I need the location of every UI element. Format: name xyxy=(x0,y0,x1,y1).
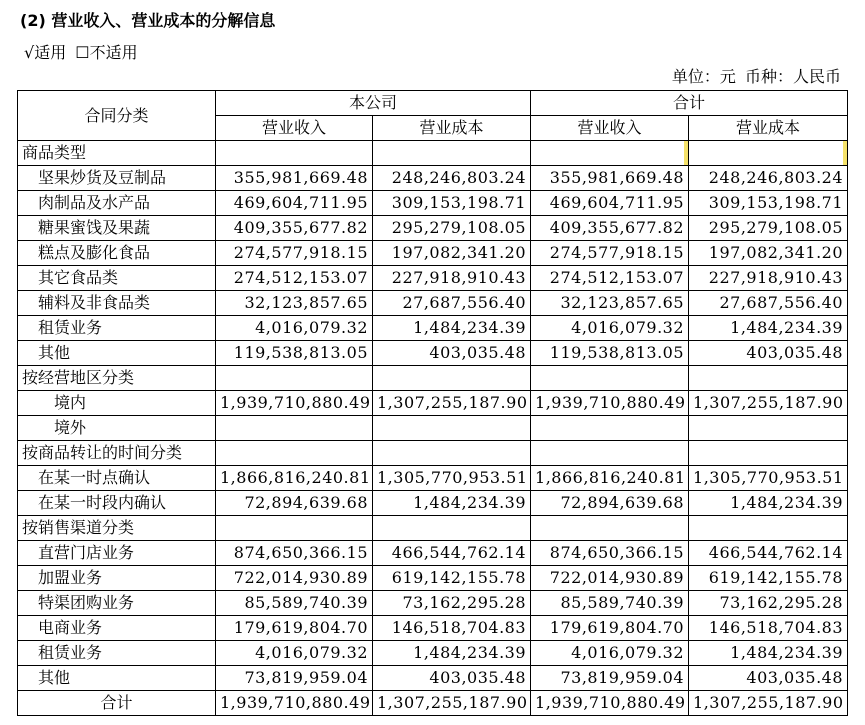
value-cell: 1,939,710,880.49 xyxy=(216,691,373,716)
value-cell: 72,894,639.68 xyxy=(216,491,373,516)
value-cell: 469,604,711.95 xyxy=(531,191,689,216)
value-cell: 197,082,341.20 xyxy=(689,241,848,266)
value-cell: 72,894,639.68 xyxy=(531,491,689,516)
value-cell xyxy=(373,516,531,541)
row-label: 其他 xyxy=(18,666,216,691)
value-cell: 1,307,255,187.90 xyxy=(373,391,531,416)
value-cell: 403,035.48 xyxy=(373,666,531,691)
value-cell: 85,589,740.39 xyxy=(531,591,689,616)
value-cell: 4,016,079.32 xyxy=(216,641,373,666)
value-cell: 274,577,918.15 xyxy=(531,241,689,266)
value-cell: 27,687,556.40 xyxy=(689,291,848,316)
revenue-cost-table xyxy=(17,90,848,716)
value-cell: 1,484,234.39 xyxy=(689,316,848,341)
value-cell: 619,142,155.78 xyxy=(373,566,531,591)
table-row xyxy=(18,566,848,591)
value-cell: 274,512,153.07 xyxy=(531,266,689,291)
table-row xyxy=(18,241,848,266)
row-label: 商品类型 xyxy=(18,141,216,166)
row-label: 按商品转让的时间分类 xyxy=(18,441,216,466)
value-cell: 4,016,079.32 xyxy=(531,641,689,666)
row-label: 按经营地区分类 xyxy=(18,366,216,391)
row-label: 在某一时点确认 xyxy=(18,466,216,491)
value-cell: 227,918,910.43 xyxy=(689,266,848,291)
value-cell: 295,279,108.05 xyxy=(373,216,531,241)
value-cell xyxy=(531,416,689,441)
value-cell: 32,123,857.65 xyxy=(531,291,689,316)
total-row xyxy=(18,691,848,716)
value-cell: 179,619,804.70 xyxy=(531,616,689,641)
value-cell xyxy=(689,441,848,466)
row-label: 坚果炒货及豆制品 xyxy=(18,166,216,191)
value-cell: 1,939,710,880.49 xyxy=(531,391,689,416)
row-label: 加盟业务 xyxy=(18,566,216,591)
value-cell: 309,153,198.71 xyxy=(689,191,848,216)
value-cell: 1,305,770,953.51 xyxy=(373,466,531,491)
value-cell xyxy=(216,416,373,441)
table-row xyxy=(18,416,848,441)
table-row xyxy=(18,316,848,341)
value-cell: 295,279,108.05 xyxy=(689,216,848,241)
value-cell: 1,484,234.39 xyxy=(373,316,531,341)
value-cell: 274,577,918.15 xyxy=(216,241,373,266)
table-row xyxy=(18,166,848,191)
value-cell: 1,305,770,953.51 xyxy=(689,466,848,491)
value-cell: 146,518,704.83 xyxy=(689,616,848,641)
table-row xyxy=(18,216,848,241)
value-cell xyxy=(531,141,689,166)
unit-line xyxy=(668,64,841,87)
value-cell xyxy=(216,516,373,541)
value-cell: 309,153,198.71 xyxy=(373,191,531,216)
header-company: 本公司 xyxy=(216,91,531,116)
value-cell: 248,246,803.24 xyxy=(689,166,848,191)
value-cell xyxy=(689,366,848,391)
category-row xyxy=(18,141,848,166)
value-cell: 119,538,813.05 xyxy=(531,341,689,366)
value-cell: 619,142,155.78 xyxy=(689,566,848,591)
currency-label: 币种：人民币 xyxy=(744,67,841,86)
row-label: 直营门店业务 xyxy=(18,541,216,566)
header-company-cost: 营业成本 xyxy=(373,116,531,141)
row-label: 按销售渠道分类 xyxy=(18,516,216,541)
value-cell: 409,355,677.82 xyxy=(531,216,689,241)
value-cell xyxy=(373,141,531,166)
value-cell: 874,650,366.15 xyxy=(216,541,373,566)
value-cell: 73,162,295.28 xyxy=(373,591,531,616)
value-cell: 466,544,762.14 xyxy=(689,541,848,566)
table-row xyxy=(18,466,848,491)
table-row xyxy=(18,391,848,416)
value-cell: 409,355,677.82 xyxy=(216,216,373,241)
value-cell: 85,589,740.39 xyxy=(216,591,373,616)
value-cell: 32,123,857.65 xyxy=(216,291,373,316)
value-cell: 1,484,234.39 xyxy=(373,491,531,516)
row-label: 辅料及非食品类 xyxy=(18,291,216,316)
value-cell xyxy=(216,441,373,466)
value-cell: 119,538,813.05 xyxy=(216,341,373,366)
value-cell: 73,819,959.04 xyxy=(216,666,373,691)
value-cell: 4,016,079.32 xyxy=(216,316,373,341)
value-cell: 4,016,079.32 xyxy=(531,316,689,341)
value-cell: 1,307,255,187.90 xyxy=(373,691,531,716)
table-row xyxy=(18,666,848,691)
value-cell: 73,162,295.28 xyxy=(689,591,848,616)
table-row xyxy=(18,641,848,666)
value-cell: 466,544,762.14 xyxy=(373,541,531,566)
row-label: 电商业务 xyxy=(18,616,216,641)
value-cell: 1,307,255,187.90 xyxy=(689,391,848,416)
row-label: 境外 xyxy=(18,416,216,441)
value-cell: 27,687,556.40 xyxy=(373,291,531,316)
table-row xyxy=(18,341,848,366)
value-cell: 722,014,930.89 xyxy=(531,566,689,591)
value-cell: 248,246,803.24 xyxy=(373,166,531,191)
table-row xyxy=(18,291,848,316)
header-company-revenue: 营业收入 xyxy=(216,116,373,141)
table-row xyxy=(18,616,848,641)
value-cell: 403,035.48 xyxy=(689,341,848,366)
row-label: 租赁业务 xyxy=(18,641,216,666)
header-contract-classification: 合同分类 xyxy=(18,91,216,141)
value-cell xyxy=(531,366,689,391)
section-heading: (2) 营业收入、营业成本的分解信息 xyxy=(20,11,276,30)
value-cell: 355,981,669.48 xyxy=(216,166,373,191)
value-cell: 355,981,669.48 xyxy=(531,166,689,191)
row-label: 其它食品类 xyxy=(18,266,216,291)
value-cell: 1,866,816,240.81 xyxy=(216,466,373,491)
value-cell: 146,518,704.83 xyxy=(373,616,531,641)
table-row xyxy=(18,191,848,216)
value-cell xyxy=(216,366,373,391)
applicability-options xyxy=(24,40,142,63)
category-row xyxy=(18,366,848,391)
value-cell xyxy=(531,516,689,541)
value-cell: 469,604,711.95 xyxy=(216,191,373,216)
table-row xyxy=(18,491,848,516)
unit-label: 单位：元 xyxy=(671,67,736,86)
row-label: 肉制品及水产品 xyxy=(18,191,216,216)
row-label: 合计 xyxy=(18,691,216,716)
value-cell xyxy=(216,141,373,166)
value-cell xyxy=(689,516,848,541)
value-cell: 1,307,255,187.90 xyxy=(689,691,848,716)
header-total-revenue: 营业收入 xyxy=(531,116,689,141)
value-cell: 197,082,341.20 xyxy=(373,241,531,266)
value-cell xyxy=(689,141,848,166)
value-cell: 1,866,816,240.81 xyxy=(531,466,689,491)
value-cell: 1,939,710,880.49 xyxy=(216,391,373,416)
table-row xyxy=(18,591,848,616)
value-cell: 1,939,710,880.49 xyxy=(531,691,689,716)
value-cell: 1,484,234.39 xyxy=(689,641,848,666)
table-body xyxy=(18,141,848,716)
value-cell xyxy=(531,441,689,466)
header-total: 合计 xyxy=(531,91,848,116)
value-cell: 403,035.48 xyxy=(373,341,531,366)
category-row xyxy=(18,516,848,541)
value-cell xyxy=(373,366,531,391)
row-label: 其他 xyxy=(18,341,216,366)
header-total-cost: 营业成本 xyxy=(689,116,848,141)
value-cell: 227,918,910.43 xyxy=(373,266,531,291)
value-cell: 1,484,234.39 xyxy=(373,641,531,666)
applicable-option: √适用 xyxy=(24,43,67,62)
value-cell: 1,484,234.39 xyxy=(689,491,848,516)
table-row xyxy=(18,541,848,566)
value-cell: 403,035.48 xyxy=(689,666,848,691)
row-label: 在某一时段内确认 xyxy=(18,491,216,516)
row-label: 糕点及膨化食品 xyxy=(18,241,216,266)
value-cell xyxy=(689,416,848,441)
value-cell xyxy=(373,416,531,441)
row-label: 特渠团购业务 xyxy=(18,591,216,616)
row-label: 糖果蜜饯及果蔬 xyxy=(18,216,216,241)
value-cell: 274,512,153.07 xyxy=(216,266,373,291)
table-row xyxy=(18,266,848,291)
value-cell: 179,619,804.70 xyxy=(216,616,373,641)
value-cell: 874,650,366.15 xyxy=(531,541,689,566)
row-label: 租赁业务 xyxy=(18,316,216,341)
category-row xyxy=(18,441,848,466)
value-cell: 73,819,959.04 xyxy=(531,666,689,691)
value-cell xyxy=(373,441,531,466)
row-label: 境内 xyxy=(18,391,216,416)
value-cell: 722,014,930.89 xyxy=(216,566,373,591)
not-applicable-option: ☐不适用 xyxy=(75,43,138,62)
